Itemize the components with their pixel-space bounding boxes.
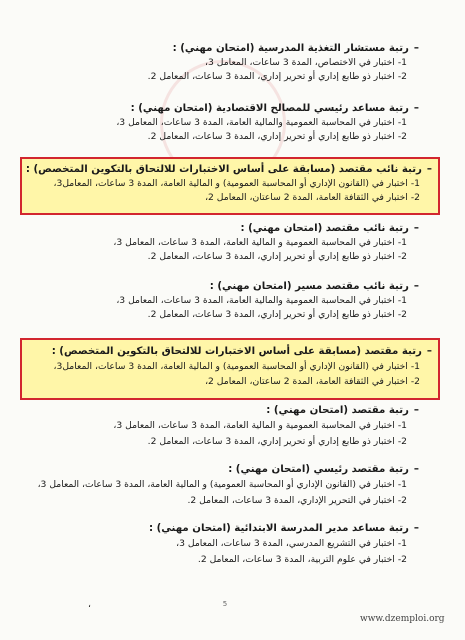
section-counselor-school-nutrition (24, 42, 419, 83)
section-deputy-steward-exam (24, 222, 419, 263)
list-item: 1-اختبار في المحاسبة العمومية والمالية العامة، المدة 3 ساعات، المعامل 3، (116, 295, 407, 306)
list-item: 2-اختبار في الثقافة العامة، المدة 2 ساعتان، المعامل 2، (205, 376, 420, 387)
section-principal-assistant-economic (24, 102, 419, 143)
list-item: 1-اختبار في الاختصاص، المدة 3 ساعات، المعامل 3، (205, 57, 407, 68)
list-item: 2-اختبار في التحرير الإداري، المدة 3 ساعات، المعامل 2. (187, 495, 407, 506)
section-steward-exam (24, 404, 419, 450)
list-item: 2-اختبار ذو طابع إداري أو تحرير إداري، المدة 3 ساعات، المعامل 2. (147, 250, 407, 262)
page-number: 5 (222, 600, 228, 608)
section-heading: –رتبة مقتصد رئيسي (امتحان مهني) : (228, 464, 419, 475)
section-heading: –رتبة مقتصد (مسابقة على أساس الاختبارات للالتحاق بالتكوين المتخصص) : (51, 346, 432, 357)
section-heading: –رتبة مستشار التغذية المدرسية (امتحان مهني) : (172, 43, 419, 54)
section-steward-contest (22, 345, 432, 389)
highlight-box (20, 338, 440, 400)
list-item: 1-اختبار في (القانون الإداري أو المحاسبة العمومية) و المالية العامة، المدة 3 ساعات، المعامل 3، (37, 479, 407, 490)
section-heading: –رتبة نائب مقتصد (مسابقة على أساس الاختبارات للالتحاق بالتكوين المتخصص) : (25, 164, 432, 175)
list-item: 1-اختبار في التشريع المدرسي، المدة 3 ساعات، المعامل 3، (176, 538, 407, 549)
list-item: 2-اختبار في الثقافة العامة، المدة 2 ساعتان، المعامل 2، (205, 191, 420, 203)
highlight-box (20, 157, 440, 215)
section-deputy-steward-manager-exam (24, 280, 419, 321)
section-heading: –رتبة نائب مقتصد مسير (امتحان مهني) : (209, 281, 419, 292)
section-heading: –رتبة مقتصد (امتحان مهني) : (266, 405, 419, 416)
section-heading: –رتبة مساعد رئيسي للمصالح الاقتصادية (امتحان مهني) : (130, 103, 419, 114)
list-item: 1-اختبار في (القانون الإداري أو المحاسبة العمومية) و المالية العامة، المدة 3 ساعات، المعامل3، (53, 361, 420, 372)
list-item: 2-اختبار في علوم التربية، المدة 3 ساعات، المعامل 2. (197, 554, 407, 565)
list-item: 1-اختبار في المحاسبة العمومية و المالية العامة، المدة 3 ساعات، المعامل 3، (113, 420, 407, 431)
list-item: 1-اختبار في المحاسبة العمومية و المالية العامة، المدة 3 ساعات، المعامل 3، (113, 237, 407, 248)
section-deputy-steward-contest (22, 163, 432, 204)
list-item: 1-اختبار في (القانون الإداري أو المحاسبة العمومية) و المالية العامة، المدة 3 ساعات، المعامل3، (53, 178, 420, 189)
margin-mark: ، (88, 600, 91, 610)
list-item: 2-اختبار ذو طابع إداري أو تحرير إداري، المدة 3 ساعات، المعامل 2. (147, 130, 407, 142)
list-item: 2-اختبار ذو طابع إداري أو تحرير إداري، المدة 3 ساعات، المعامل 2. (147, 308, 407, 320)
site-watermark: www.dzemploi.org (360, 614, 445, 624)
section-chief-steward-exam (24, 463, 419, 509)
section-heading: –رتبة نائب مقتصد (امتحان مهني) : (240, 223, 419, 234)
list-item: 2-اختبار ذو طابع إداري أو تحرير إداري، المدة 3 ساعات، المعامل 2. (147, 70, 407, 82)
section-heading: –رتبة مساعد مدير المدرسة الابتدائية (امتحان مهني) : (148, 523, 419, 534)
list-item: 1-اختبار في المحاسبة العمومية والمالية العامة، المدة 3 ساعات، المعامل 3، (116, 117, 407, 128)
section-primary-school-assistant-director (24, 522, 419, 568)
list-item: 2-اختبار ذو طابع إداري أو تحرير إداري، المدة 3 ساعات، المعامل 2. (147, 436, 407, 447)
